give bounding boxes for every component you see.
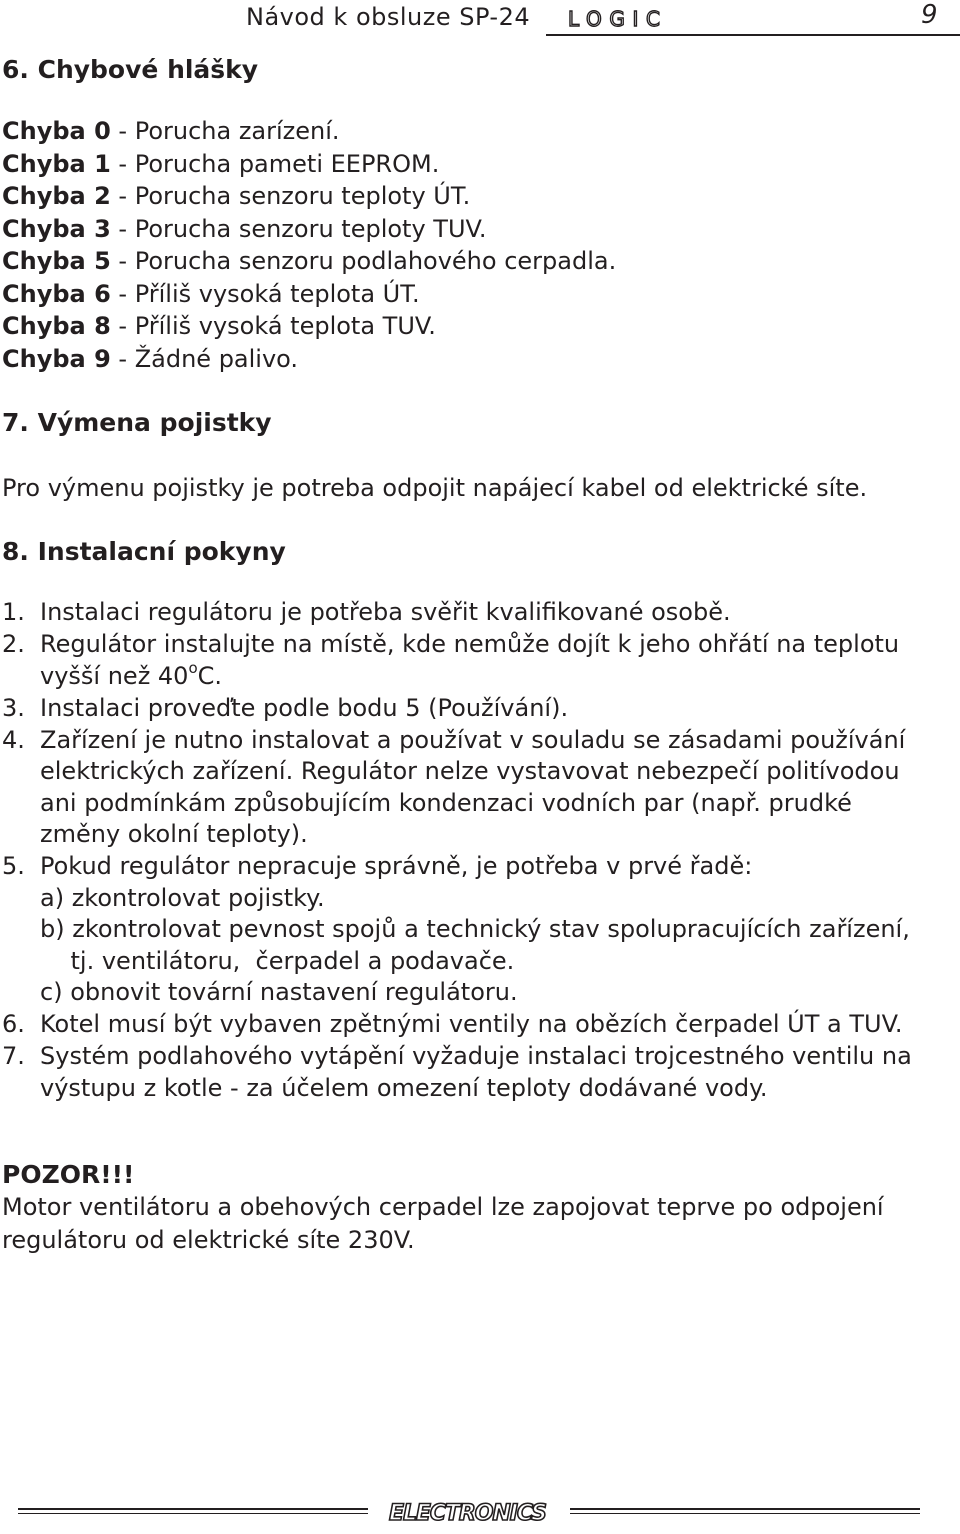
error-item xyxy=(2,280,420,308)
error-item xyxy=(2,312,436,340)
list-item-line xyxy=(40,820,308,848)
list-number: 3. xyxy=(2,693,25,722)
section-8-heading: 8. Instalacní pokyny xyxy=(2,537,286,566)
error-code: Chyba 1 xyxy=(2,149,111,178)
error-code: Chyba 5 xyxy=(2,247,111,275)
document-title: Návod k obsluze SP-24 xyxy=(246,3,531,31)
list-item-text: Pokud regulátor nepracuje správně, je potřeba v prvé řadě: xyxy=(40,852,753,880)
warning-line: regulátoru od elektrické síte 230V. xyxy=(2,1226,415,1254)
degree-superscript: o xyxy=(188,658,198,677)
list-item-text: Systém podlahového vytápění vyžaduje instalaci trojcestného ventilu na xyxy=(40,1042,912,1070)
logic-logo xyxy=(568,8,664,30)
error-item xyxy=(2,215,486,243)
error-description: - Příliš vysoká teplota TUV. xyxy=(110,312,436,340)
error-description: - Porucha senzoru podlahového cerpadla. xyxy=(110,247,617,275)
list-item-line xyxy=(40,789,852,817)
footer-rule-left xyxy=(18,1513,368,1514)
list-item-line xyxy=(40,852,752,880)
error-item xyxy=(2,345,298,373)
list-number: 7. xyxy=(2,1042,25,1070)
list-number: 1. xyxy=(2,598,25,626)
list-item-line xyxy=(40,1010,903,1038)
list-item-text: Kotel musí být vybaven zpětnými ventily na obězích čerpadel ÚT a TUV. xyxy=(40,1010,903,1038)
unit-text: C. xyxy=(197,661,223,690)
list-item-line xyxy=(40,978,518,1006)
list-item-line xyxy=(40,1074,767,1102)
electronics-logo-text: ELECTRONICS xyxy=(389,1501,547,1526)
error-description: - Porucha senzoru teploty ÚT. xyxy=(110,182,471,210)
warning-title: POZOR!!! xyxy=(2,1160,135,1189)
error-description: - Porucha pameti EEPROM. xyxy=(110,149,440,178)
list-item-text: vyšší než 40 xyxy=(40,661,189,690)
list-number: 5. xyxy=(2,852,25,880)
error-item xyxy=(2,117,340,145)
list-item-text: Instalaci proveďte podle bodu 5 (Používání). xyxy=(40,693,569,722)
list-item-text: c) obnovit tovární nastavení regulátoru. xyxy=(40,978,518,1006)
error-description: - Příliš vysoká teplota ÚT. xyxy=(110,279,420,308)
error-code: Chyba 2 xyxy=(2,182,111,210)
list-item-line xyxy=(40,884,325,912)
section-6-heading: 6. Chybové hlášky xyxy=(2,55,259,84)
list-item-text: výstupu z kotle - za účelem omezení teploty dodávané vody. xyxy=(40,1073,768,1102)
list-item-text: b) zkontrolovat pevnost spojů a technický stav spolupracujících zařízení, xyxy=(40,915,910,943)
error-item xyxy=(2,150,439,178)
error-item xyxy=(2,182,470,210)
error-description: - Porucha senzoru teploty TUV. xyxy=(110,214,487,243)
list-number: 4. xyxy=(2,725,25,754)
error-code: Chyba 8 xyxy=(2,312,111,340)
section-7-heading: 7. Výmena pojistky xyxy=(2,408,272,437)
list-item-text: a) zkontrolovat pojistky. xyxy=(40,883,325,912)
list-item-text: tj. ventilátoru, čerpadel a podavače. xyxy=(40,946,515,975)
list-item-line xyxy=(40,726,905,754)
list-item-text: Instalaci regulátoru je potřeba svěřit kvalifikované osobě. xyxy=(40,598,731,626)
list-item-line xyxy=(40,694,568,722)
list-item-line xyxy=(40,1042,912,1070)
list-item-text: Zařízení je nutno instalovat a používat v souladu se zásadami používání xyxy=(40,725,906,754)
list-item-text: ani podmínkám způsobujícím kondenzaci vodních par (např. prudké xyxy=(40,788,852,817)
footer-rule-right xyxy=(570,1508,920,1510)
list-item-text: změny okolní teploty). xyxy=(40,820,308,848)
list-item-line xyxy=(40,630,899,658)
list-item-line xyxy=(40,757,900,785)
error-description: - Porucha zarízení. xyxy=(110,117,340,145)
list-number: 6. xyxy=(2,1010,25,1038)
header-rule xyxy=(546,34,960,36)
electronics-logo xyxy=(383,1492,553,1532)
footer-rule-left xyxy=(18,1508,368,1510)
list-item-line xyxy=(40,915,910,943)
list-number: 2. xyxy=(2,630,25,658)
error-item xyxy=(2,247,616,275)
section-7-text: Pro výmenu pojistky je potreba odpojit napájecí kabel od elektrické síte. xyxy=(2,474,868,502)
list-item-text: elektrických zařízení. Regulátor nelze vystavovat nebezpečí politívodou xyxy=(40,757,900,785)
page-number: 9 xyxy=(921,0,938,30)
error-code: Chyba 0 xyxy=(2,117,111,145)
warning-line: Motor ventilátoru a obehových cerpadel lze zapojovat teprve po odpojení xyxy=(2,1193,884,1221)
list-item-line xyxy=(40,598,731,626)
error-code: Chyba 9 xyxy=(2,344,111,373)
footer-rule-right xyxy=(570,1513,920,1514)
error-code: Chyba 3 xyxy=(2,214,111,243)
error-code: Chyba 6 xyxy=(2,279,111,308)
list-item-line xyxy=(40,947,514,975)
list-item-text: Regulátor instalujte na místě, kde nemůže dojít k jeho ohřátí na teplotu xyxy=(40,630,900,658)
error-description: - Žádné palivo. xyxy=(110,344,299,373)
logic-logo-text: LOGIC xyxy=(568,8,662,30)
list-item-line xyxy=(40,658,223,690)
